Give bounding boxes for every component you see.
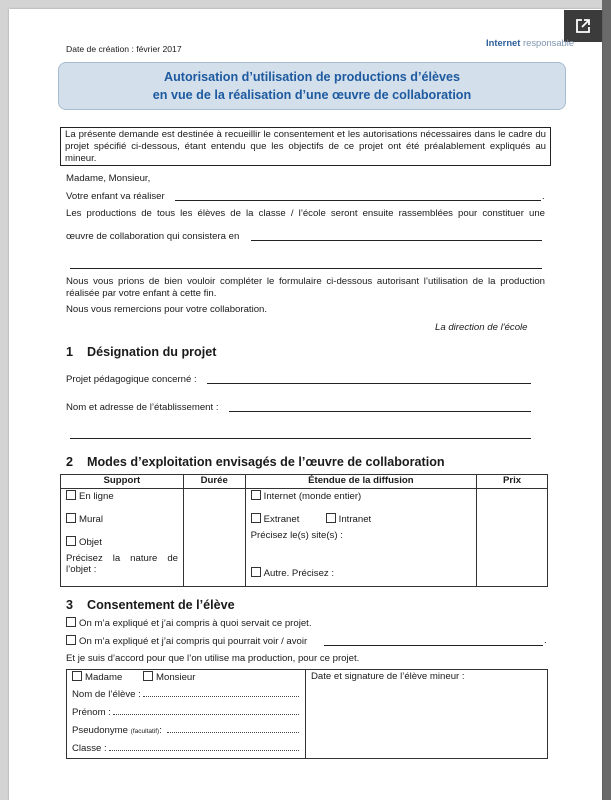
label-autre: Autre. Précisez : [263,568,335,579]
notice-box: La présente demande est destinée à recueillir le consentement et les autorisations nécessaires dans le cadre du projet spécifié ci-dessous, étant entendu que les objectifs de ce projet ont été préalablement expliqués au mineur. [60,127,551,166]
table-header-row [61,475,548,489]
prenom-label: Prénom : [72,707,111,718]
label-en-ligne: En ligne [79,491,114,502]
checkbox-objet[interactable] [66,536,76,546]
table-divider [305,670,306,758]
signature-label: Date et signature de l’élève mineur : [311,671,465,682]
pseudonyme-label: Pseudonyme [72,725,128,736]
title-line-1: Autorisation d’utilisation de productions d’élèves [164,70,460,84]
section-3-title: Consentement de l’élève [87,598,235,612]
consent-check-2-label: On m’a expliqué et j’ai compris qui pourrait voir / avoir [79,636,308,647]
consent-check-2-end: . [544,635,547,646]
checkbox-intranet[interactable] [326,513,336,523]
consent-check-2[interactable] [66,635,307,648]
diffusion-cell [245,489,476,587]
label-madame: Madame [85,672,123,683]
label-intranet: Intranet [338,514,372,525]
option-autre[interactable] [251,567,334,579]
student-identity-table [66,669,548,759]
option-mural[interactable] [66,513,103,525]
precisez-sites-label: Précisez le(s) site(s) : [250,530,343,541]
checkbox-consent-2[interactable] [66,635,76,645]
thanks-text: Nous vous remercions pour votre collaboration. [66,304,268,315]
oeuvre-field[interactable] [251,240,542,241]
duree-cell[interactable] [183,489,245,587]
agreement-text: Et je suis d’accord pour que l’on utilise ma production, pour ce projet. [66,653,360,664]
section-3-number: 3 [66,598,74,612]
section-1-heading [66,345,216,359]
checkbox-consent-1[interactable] [66,617,76,627]
prix-cell[interactable] [477,489,548,587]
label-extranet: Extranet [263,514,300,525]
greeting: Madame, Monsieur, [66,173,151,184]
consent-check-1-label: On m’a expliqué et j’ai compris à quoi servait ce projet. [79,618,312,629]
nom-eleve-field[interactable] [72,688,299,701]
classe-field[interactable] [72,742,299,755]
oeuvre-field-line-2[interactable] [70,268,542,269]
document-title [58,62,566,110]
column-header-duree: Durée [183,475,245,489]
label-mural: Mural [79,514,103,525]
pseudonyme-field[interactable] [72,724,299,738]
realiser-label: Votre enfant va réaliser [66,191,165,202]
realiser-field[interactable] [175,200,541,201]
label-monsieur: Monsieur [156,672,196,683]
checkbox-monsieur[interactable] [143,671,153,681]
classe-input[interactable] [109,742,299,751]
precisez-nature-line-1: Précisez la nature de [66,553,178,564]
precisez-nature-line-2: l’objet : [66,564,97,575]
section-1-number: 1 [66,345,74,359]
support-cell [61,489,184,587]
title-line-2: en vue de la réalisation d’une œuvre de collaboration [152,88,472,102]
option-objet[interactable] [66,536,102,548]
request-text: Nous vous prions de bien vouloir compléter le formulaire ci-dessous autorisant l’utilisation de la production réalisée par votre enfant à cette fin. [66,276,545,299]
nom-eleve-input[interactable] [143,688,299,697]
exploitation-modes-table [60,474,548,587]
etablissement-field[interactable] [229,411,531,412]
pseudonyme-input[interactable] [167,724,299,733]
checkbox-autre[interactable] [251,567,261,577]
table-row [61,489,548,587]
column-header-support: Support [61,475,184,489]
option-extranet[interactable] [251,513,300,525]
section-2-heading [66,455,445,469]
option-madame[interactable] [72,671,122,684]
label-internet: Internet (monde entier) [263,491,362,502]
prenom-field[interactable] [72,706,299,719]
etablissement-field-line-2[interactable] [70,438,531,439]
section-1-title: Désignation du projet [87,345,217,359]
option-intranet[interactable] [326,513,372,525]
checkbox-extranet[interactable] [251,513,261,523]
section-2-number: 2 [66,455,74,469]
option-internet[interactable] [251,490,362,502]
column-header-diffusion: Étendue de la diffusion [245,475,476,489]
section-3-heading [66,598,235,612]
open-in-new-icon [575,18,591,34]
prenom-input[interactable] [113,706,299,715]
option-en-ligne[interactable] [66,490,114,502]
checkbox-internet[interactable] [251,490,261,500]
option-monsieur[interactable] [143,671,195,684]
checkbox-en-ligne[interactable] [66,490,76,500]
creation-date: Date de création : février 2017 [66,44,182,54]
school-signature: La direction de l'école [435,322,528,333]
signature-area[interactable] [307,684,545,756]
pseudonyme-note: (facultatif) [130,728,160,735]
nom-eleve-label: Nom de l’élève : [72,689,141,700]
realiser-end: . [542,191,545,202]
checkbox-mural[interactable] [66,513,76,523]
label-objet: Objet [79,537,102,548]
classe-label: Classe : [72,743,107,754]
projet-field[interactable] [207,383,531,384]
oeuvre-label: œuvre de collaboration qui consistera en [66,231,240,242]
consent-audience-field[interactable] [324,645,543,646]
viewer-scrollbar[interactable] [602,0,611,800]
consent-check-1[interactable] [66,617,312,630]
brand-logo [486,37,574,48]
pseudonyme-colon: : [159,725,162,736]
checkbox-madame[interactable] [72,671,82,681]
projet-label: Projet pédagogique concerné : [66,374,197,385]
brand-bold: Internet [486,37,521,48]
productions-text: Les productions de tous les élèves de la classe / l’école seront ensuite rassemblées pour constituer une [66,208,545,219]
section-2-title: Modes d’exploitation envisagés de l’œuvre de collaboration [87,455,445,469]
brand-light: responsable [520,37,575,48]
column-header-prix: Prix [477,475,548,489]
etablissement-label: Nom et adresse de l’établissement : [66,402,219,413]
